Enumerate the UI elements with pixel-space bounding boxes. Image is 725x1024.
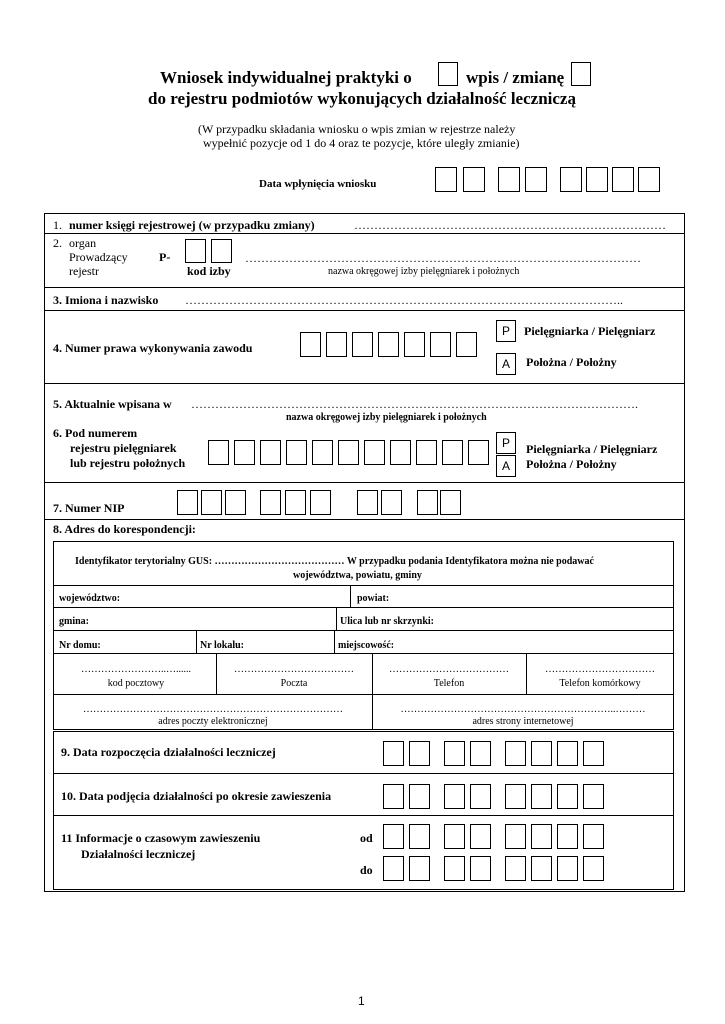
suspension-from-box[interactable] [470, 824, 491, 849]
post-office-caption: Poczta [280, 678, 308, 689]
chamber-code-box[interactable] [211, 239, 232, 263]
license-box[interactable] [352, 332, 373, 357]
register-midwife-option-box[interactable]: A [496, 455, 516, 477]
post-office-input[interactable]: ……………………………… [234, 664, 354, 675]
suspension-to-box[interactable] [505, 856, 526, 881]
date-box[interactable] [463, 167, 485, 192]
resume-date-box[interactable] [583, 784, 604, 809]
nurse-option-box[interactable]: P [496, 320, 516, 342]
form-note-line2: wypełnić pozycje od 1 do 4 oraz te pozycje, które uległy zmianie) [203, 136, 520, 150]
nip-box[interactable] [260, 490, 281, 515]
page-number: 1 [358, 994, 365, 1008]
register-box[interactable] [416, 440, 437, 465]
phone-caption: Telefon [433, 678, 465, 689]
register-box[interactable] [312, 440, 333, 465]
suspension-to-box[interactable] [444, 856, 465, 881]
section3-label: 3. Imiona i nazwisko [53, 293, 159, 307]
voivodeship-field[interactable]: województwo: [59, 593, 121, 604]
mobile-input[interactable]: …………………………… [545, 664, 655, 675]
suspension-from-box[interactable] [531, 824, 552, 849]
suspension-to-label: do [360, 863, 373, 877]
phone-input[interactable]: ……………………………… [389, 664, 509, 675]
municipality-field[interactable]: gmina: [59, 616, 89, 627]
nip-box[interactable] [357, 490, 378, 515]
current-chamber-caption: nazwa okręgowej izby pielęgniarek i położnych [286, 412, 487, 423]
nip-box[interactable] [201, 490, 222, 515]
section1-input[interactable]: …………………………………………………………………… [354, 218, 666, 232]
postal-code-caption: kod pocztowy [107, 678, 165, 689]
street-field[interactable]: Ulica lub nr skrzynki: [340, 616, 434, 627]
section2-number: 2. [53, 236, 62, 250]
register-box[interactable] [442, 440, 463, 465]
suspension-from-box[interactable] [505, 824, 526, 849]
register-box[interactable] [234, 440, 255, 465]
gus-identifier-line1[interactable]: Identyfikator terytorialny GUS: ………………………………… W przypadku podania Identyfikatora można nie podawać [75, 556, 594, 567]
start-date-box[interactable] [505, 741, 526, 766]
suspension-from-label: od [360, 831, 373, 845]
section11-line2: Działalności leczniczej [81, 847, 196, 861]
start-date-box[interactable] [557, 741, 578, 766]
locality-field[interactable]: miejscowość: [338, 640, 395, 651]
section2-line2: Prowadzący [69, 250, 128, 264]
section2-line1: organ [69, 236, 97, 250]
date-box[interactable] [435, 167, 457, 192]
license-box[interactable] [404, 332, 425, 357]
section4-label: 4. Numer prawa wykonywania zawodu [53, 341, 253, 355]
nurse-option-label: Pielęgniarka / Pielęgniarz [524, 324, 656, 338]
chamber-name-input[interactable]: ……………………………………………………………………………………… [245, 251, 641, 265]
form-title-part1: Wniosek indywidualnej praktyki o [160, 68, 412, 87]
form-title-part2: wpis / zmianę [466, 68, 565, 87]
section11-line1: 11 Informacje o czasowym zawieszeniu [61, 831, 261, 845]
register-midwife-option-label: Położna / Położny [526, 457, 617, 471]
website-input[interactable]: ………………………………………………………..……… [400, 704, 646, 715]
chamber-code-box[interactable] [185, 239, 206, 263]
date-box[interactable] [638, 167, 660, 192]
section2-line3: rejestr [69, 264, 99, 278]
date-box[interactable] [525, 167, 547, 192]
date-box[interactable] [586, 167, 608, 192]
gus-identifier-line2: województwa, powiatu, gminy [293, 570, 422, 581]
resume-date-box[interactable] [505, 784, 526, 809]
resume-date-box[interactable] [557, 784, 578, 809]
suspension-from-box[interactable] [409, 824, 430, 849]
start-date-box[interactable] [470, 741, 491, 766]
register-box[interactable] [260, 440, 281, 465]
email-input[interactable]: …………………………………………………………………… [83, 704, 343, 715]
suspension-from-box[interactable] [383, 824, 404, 849]
license-box[interactable] [326, 332, 347, 357]
start-date-box[interactable] [383, 741, 404, 766]
suspension-to-box[interactable] [531, 856, 552, 881]
register-box[interactable] [338, 440, 359, 465]
suspension-from-box[interactable] [583, 824, 604, 849]
register-box[interactable] [390, 440, 411, 465]
nip-box[interactable] [381, 490, 402, 515]
suspension-from-box[interactable] [444, 824, 465, 849]
mobile-caption: Telefon komórkowy [559, 678, 641, 689]
date-box[interactable] [612, 167, 634, 192]
resume-date-box[interactable] [470, 784, 491, 809]
section6-line3: lub rejestru położnych [70, 456, 186, 470]
website-caption: adres strony internetowej [472, 716, 574, 727]
suspension-to-box[interactable] [409, 856, 430, 881]
start-date-box[interactable] [409, 741, 430, 766]
section1-number: 1. [53, 218, 62, 232]
chamber-code-label: kod izby [187, 264, 231, 278]
license-box[interactable] [378, 332, 399, 357]
register-box[interactable] [208, 440, 229, 465]
license-box[interactable] [430, 332, 451, 357]
date-box[interactable] [560, 167, 582, 192]
license-box[interactable] [456, 332, 477, 357]
start-date-box[interactable] [583, 741, 604, 766]
date-box[interactable] [498, 167, 520, 192]
county-field[interactable]: powiat: [357, 593, 390, 604]
start-date-box[interactable] [444, 741, 465, 766]
form-note-line1: (W przypadku składania wniosku o wpis zmian w rejestrze należy [198, 122, 516, 136]
nip-box[interactable] [417, 490, 438, 515]
midwife-option-label: Położna / Położny [526, 355, 617, 369]
section5-label: 5. Aktualnie wpisana w [53, 397, 172, 411]
full-name-input[interactable]: ……………………………………………………………………………………………….. [185, 293, 623, 307]
suspension-to-box[interactable] [383, 856, 404, 881]
email-caption: adres poczty elektronicznej [158, 716, 268, 727]
register-box[interactable] [468, 440, 489, 465]
register-nurse-option-label: Pielęgniarka / Pielęgniarz [526, 442, 658, 456]
resume-date-box[interactable] [444, 784, 465, 809]
start-date-box[interactable] [531, 741, 552, 766]
form-title-line2: do rejestru podmiotów wykonujących działalność leczniczą [148, 89, 576, 108]
resume-date-box[interactable] [383, 784, 404, 809]
date-received-label: Data wpłynięcia wniosku [259, 178, 377, 190]
apartment-number-field[interactable]: Nr lokalu: [200, 640, 244, 651]
nip-box[interactable] [440, 490, 461, 515]
chamber-name-caption: nazwa okręgowej izby pielęgniarek i położnych [328, 266, 520, 277]
resume-date-box[interactable] [531, 784, 552, 809]
nip-box[interactable] [285, 490, 306, 515]
suspension-from-box[interactable] [557, 824, 578, 849]
section6-line2: rejestru pielęgniarek [70, 441, 177, 455]
section9-label: 9. Data rozpoczęcia działalności leczniczej [61, 745, 276, 759]
suspension-to-box[interactable] [557, 856, 578, 881]
section2-prefix: P- [159, 250, 171, 264]
change-checkbox[interactable] [571, 62, 591, 86]
suspension-to-box[interactable] [470, 856, 491, 881]
current-chamber-input[interactable]: …………………………………………………………………………………………………. [191, 397, 638, 411]
house-number-field[interactable]: Nr domu: [59, 640, 101, 651]
register-box[interactable] [286, 440, 307, 465]
new-entry-checkbox[interactable] [438, 62, 458, 86]
section1-label: numer księgi rejestrowej (w przypadku zmiany) [69, 218, 315, 232]
suspension-to-box[interactable] [583, 856, 604, 881]
nip-box[interactable] [177, 490, 198, 515]
license-box[interactable] [300, 332, 321, 357]
nip-box[interactable] [225, 490, 246, 515]
register-nurse-option-box[interactable]: P [496, 432, 516, 454]
resume-date-box[interactable] [409, 784, 430, 809]
midwife-option-box[interactable]: A [496, 353, 516, 375]
postal-code-input[interactable]: ……………………..…...... [81, 664, 191, 675]
section8-label: 8. Adres do korespondencji: [53, 522, 196, 536]
register-box[interactable] [364, 440, 385, 465]
section6-line1: 6. Pod numerem [53, 426, 138, 440]
nip-box[interactable] [310, 490, 331, 515]
section10-label: 10. Data podjęcia działalności po okresie zawieszenia [61, 789, 332, 803]
section7-label: 7. Numer NIP [53, 501, 125, 515]
